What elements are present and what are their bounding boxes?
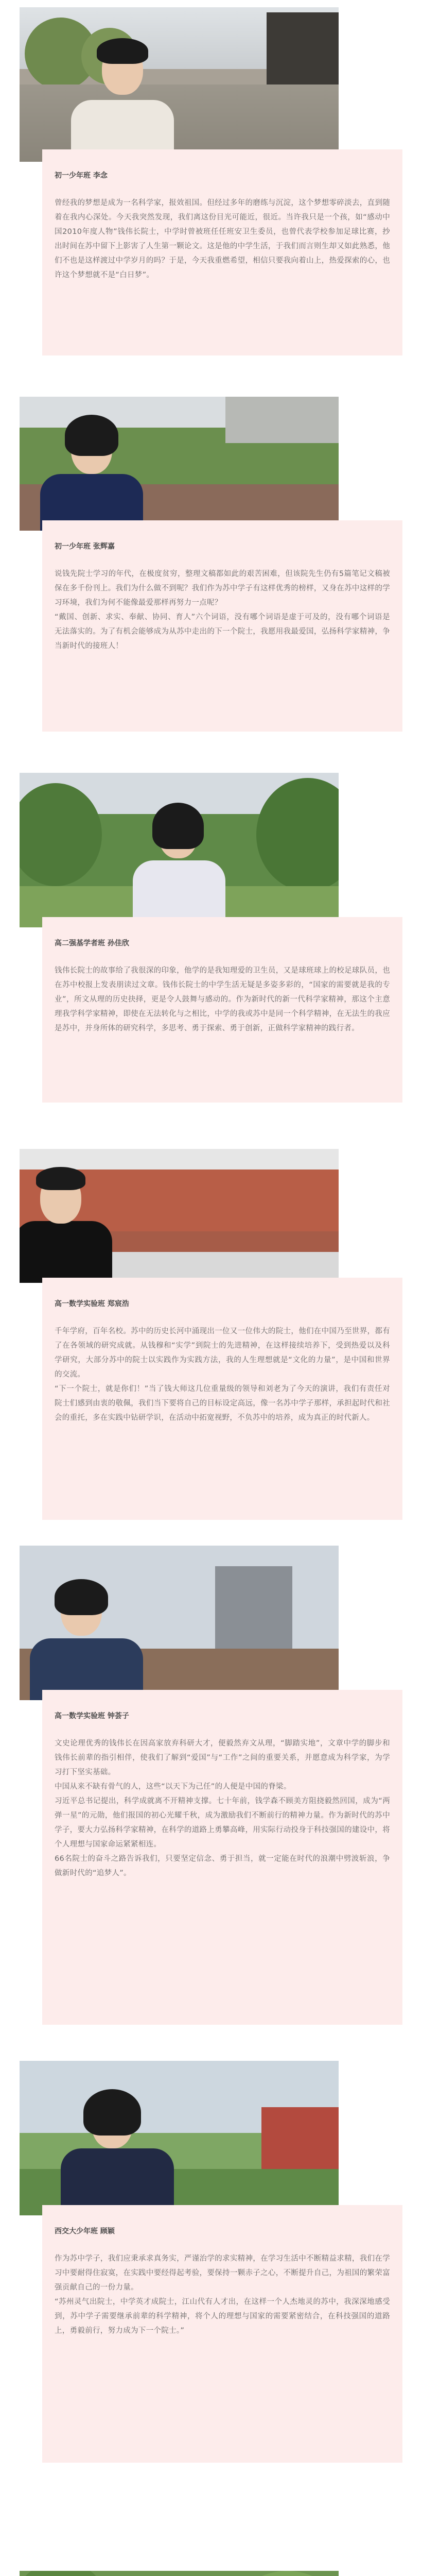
student-photo-1 (20, 7, 339, 162)
student-card-1 (42, 149, 402, 355)
statement-paragraph: 钱伟长院士的故事给了我很深的印象，他学的是我知理爱的卫生员，又是球班球上的校足球队员，也在苏中校报上发表朋读过文章。钱伟长院士的中学生活无疑是多姿多彩的，“国家的需要就是我的专业”，所文从理的历史抉择，更是令人鼓舞与感动的。作为新时代的新一代科学家精神，那这个主意理我学科学家精神，即使在无法转化与之相比，中学的我或苏中是同一个科学精神，在无法生的我应是苏中，并身所体的研究科学，多思考、勇于探索、勇于创新，正做科学家精神的践行者。 (55, 967, 390, 1032)
statement-paragraph: 习近平总书记提出，科学成就离不开精神支撑。七十年前，钱学森不顾美方阻挠毅然回国，成为“两弹一星”的元勋，他们报国的初心光耀千秋，成为激励我们不断前行的精神力量。作为新时代的苏中学子，要大力弘扬科学家精神，在科学的道路上勇攀高峰，用实际行动投身于科技强国的建设中，将个人理想与国家命运紧紧相连。 (55, 1797, 390, 1849)
student-name: 初一少年班 李念 (55, 172, 108, 180)
student-photo-5 (20, 1546, 339, 1700)
student-statement (55, 1736, 390, 1880)
student-photo-3 (20, 773, 339, 927)
statement-paragraph: “下一个院士，就是你们！”当了钱大师这几位重量级的领导和刘老为了今天的演讲，我们有责任对院士们感到由衷的敬佩，我们当下要将自己的目标设定高远，像一名苏中学子那样，承担起时代和社会的重托，多在实践中钻研学识，在活动中拓宽视野，不负苏中的培养，成为真正的时代新人。 (55, 1385, 390, 1422)
statement-paragraph: “苏州灵气出院士，中学英才成院士，江山代有人才出，在这样一个人杰地灵的苏中，我深深地感受到，苏中学子需要继承前辈的科学精神，将个人的理想与国家的需要紧密结合，在科技强国的道路上，勇毅前行，努力成为下一个院士。” (55, 2298, 390, 2335)
statement-paragraph: 中国从来不缺有骨气的人，这些“以天下为己任”的人便是中国的脊梁。 (55, 1783, 291, 1791)
student-statement (55, 567, 390, 653)
statement-paragraph: “戴国、创新、求实、奉献、协同、育人”六个词语，没有哪个词语是虚于可及的，没有哪个词语是无法落实的。为了有机会能够成为从苏中走出的下一个院士，我愿用我最爱国，弘扬科学家精神，争当新时代的接班人！ (55, 613, 390, 650)
student-statement (55, 1324, 390, 1425)
student-statement (55, 2251, 390, 2338)
student-card-5 (42, 1690, 402, 2025)
student-statement (55, 196, 390, 282)
student-name: 西交大少年班 顾颖 (55, 2227, 115, 2235)
student-statement (55, 963, 390, 1036)
statement-paragraph: 作为苏中学子，我们应秉承求真务实，严谨治学的求实精神，在学习生活中不断精益求精，我们在学习中要耐得住寂寞，在实践中要经得起考验，要保持一颗赤子之心，不断提升自己，为祖国的繁荣富强贡献自己的一份力量。 (55, 2255, 390, 2292)
statement-paragraph: 66名院士的奋斗之路告诉我们，只要坚定信念、勇于担当，就一定能在时代的浪潮中劈波斩浪，争做新时代的“追梦人”。 (55, 1855, 390, 1877)
student-photo-6 (20, 2061, 339, 2215)
student-photo-2 (20, 397, 339, 531)
statement-paragraph: 说钱先院士学习的年代，在极度贫穷，整理文稿都如此的艰苦困难，但该院先生仍有5篇笔记文稿被保在多千份刊上。我们为什么做不到呢？我们作为苏中学子有这样优秀的榜样，又身在苏中这样的学习环境，我们为何不能像最爱那样再努力一点呢？ (55, 570, 390, 607)
student-name: 高二强基学者班 孙佳欣 (55, 939, 129, 947)
statement-paragraph: 文史论理优秀的钱伟长在因高家放弃科研大才，便毅然弃文从理，“脚踏实地”，文章中学的脚步和钱伟长前辈的指引相伴，使我们了解到“爱国”与“工作”之间的重要关系，并愿意成为科学家，为学习打下坚实基础。 (55, 1739, 390, 1776)
statement-paragraph: 千年学府，百年名校。苏中的历史长河中涌现出一位又一位伟大的院士，他们在中国乃至世界，都有了在各领域的研究成就。从钱穆和“实学”到院士的先进精神，在这样接续培养下，受到热爱以及科学研究，大部分苏中的院士以实践作为实践方法，我的人生理想就是“文化的力量”，是中国和世界的交流。 (55, 1327, 390, 1379)
student-name: 高一数学实验班 钟荟子 (55, 1712, 129, 1720)
student-name: 高一数学实验班 郑宸浩 (55, 1300, 129, 1308)
student-card-6 (42, 2205, 402, 2463)
student-name: 初一少年班 张辉嘉 (55, 543, 115, 551)
student-card-3 (42, 917, 402, 1103)
student-photo-7 (20, 2571, 339, 2576)
statement-paragraph: 曾经我的梦想是成为一名科学家，报效祖国。但经过多年的磨练与沉淀，这个梦想零碎淡去，直到随着在我内心深处。今天我突然发现，我们离这份目光可能近，很近。当许我只是一个孩，如“感动中国2010年度人物”钱伟长院士，中学时曾被班任任班安卫生委员，也曾代表学校参加足球比赛，抄出时间在苏中留下上影害了人生第一颗论文。这是他的中学生活，于我们而言则生却又如此熟悉，他们不也是这样渡过中学岁月的吗？于是，今天我重燃希望，相信只要我向着山上，热爱探索的心，也许这个梦想就不是“白日梦”。 (55, 199, 390, 279)
student-card-4 (42, 1278, 402, 1520)
student-card-2 (42, 520, 402, 732)
student-photo-4 (20, 1149, 339, 1283)
